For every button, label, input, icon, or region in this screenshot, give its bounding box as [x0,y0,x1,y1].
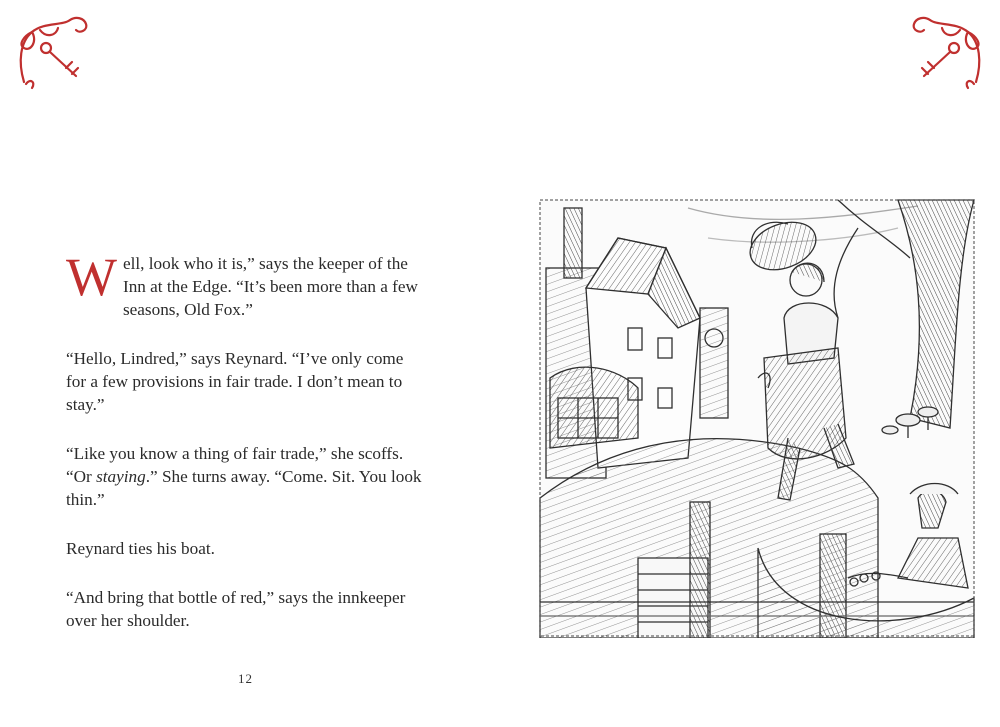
paragraph-5: “And bring that bottle of red,” says the innkeeper over her shoulder. [66,588,406,630]
paragraph-3-part-2: .” She turns away. “Come. Sit. You look thin.” [66,467,422,509]
paragraph-4: Reynard ties his boat. [66,539,215,558]
key-flourish-icon [900,12,990,92]
paragraph-3-part-1: “Like you know a thing of fair trade,” she scoffs. “Or [66,444,404,486]
paragraph-3-italic: staying [96,467,146,486]
paragraph-2: “Hello, Lindred,” says Reynard. “I’ve only come for a few provisions in fair trade. I don’t mean to stay.” [66,349,404,414]
ink-illustration [538,198,976,638]
scene [540,200,974,638]
paragraph-1-text: ell, look who it is,” says the keeper of the Inn at the Edge. “It’s been more than a few seasons, Old Fox.” [122,254,418,319]
drop-cap: W [66,247,117,307]
page-number: 12 [238,671,253,686]
story-text [66,247,426,658]
paragraph-1 [66,247,426,321]
key-flourish-icon [10,12,100,92]
paragraph-3 [66,442,426,511]
